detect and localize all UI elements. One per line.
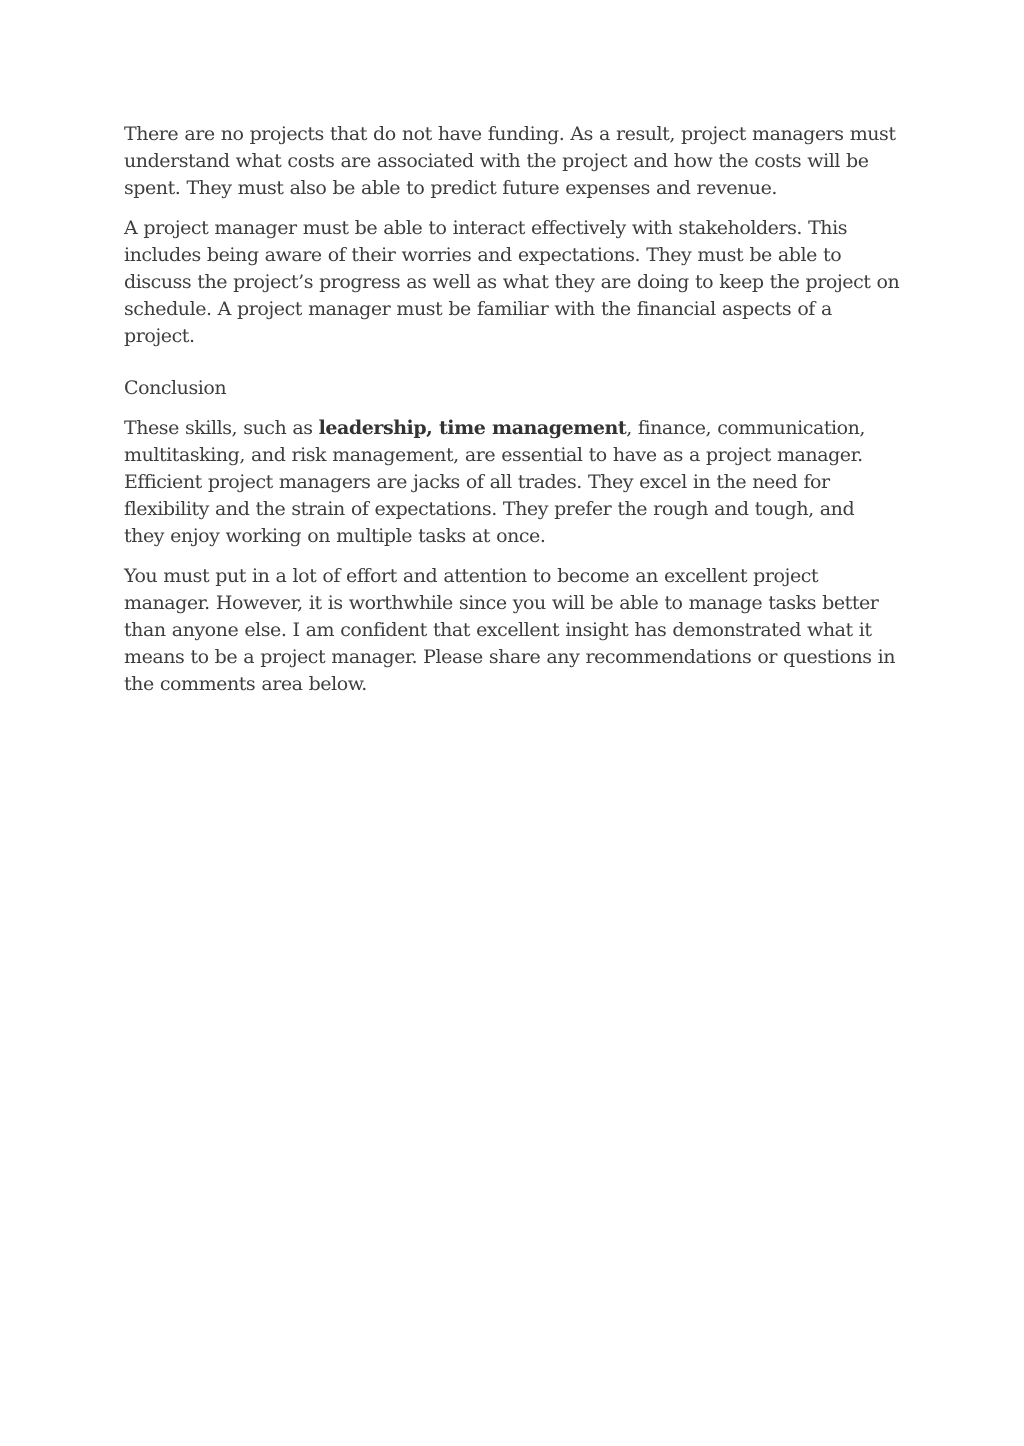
paragraph-skills-bold: leadership, time management [318,417,627,439]
conclusion-heading: Conclusion [124,377,227,399]
document-body [124,121,900,711]
paragraph-skills [124,415,900,550]
paragraph-effort: You must put in a lot of effort and attention to become an excellent project manager. However, it is worthwhile since you will be able to manage tasks better than anyone else. I am confident that excellent insight has demonstrated what it means to be a project manager. Please share any recommendations or questions in the comments area below. [124,565,896,695]
paragraph-skills-prefix: These skills, such as [124,417,319,439]
paragraph-funding: There are no projects that do not have funding. As a result, project managers must understand what costs are associated with the project and how the costs will be spent. They must also be able to predict future expenses and revenue. [124,123,896,199]
paragraph-stakeholders: A project manager must be able to interact effectively with stakeholders. This includes being aware of their worries and expectations. They must be able to discuss the project’s progress as well as what they are doing to keep the project on schedule. A project manager must be familiar with the financial aspects of a project. [124,217,900,347]
paragraph-skills-suffix: , finance, communication, multitasking, and risk management, are essential to have as a project manager. Efficient project managers are jacks of all trades. They excel in the need for flexibility and the strain of expectations. They prefer the rough and tough, and they enjoy working on multiple tasks at once. [124,417,865,547]
